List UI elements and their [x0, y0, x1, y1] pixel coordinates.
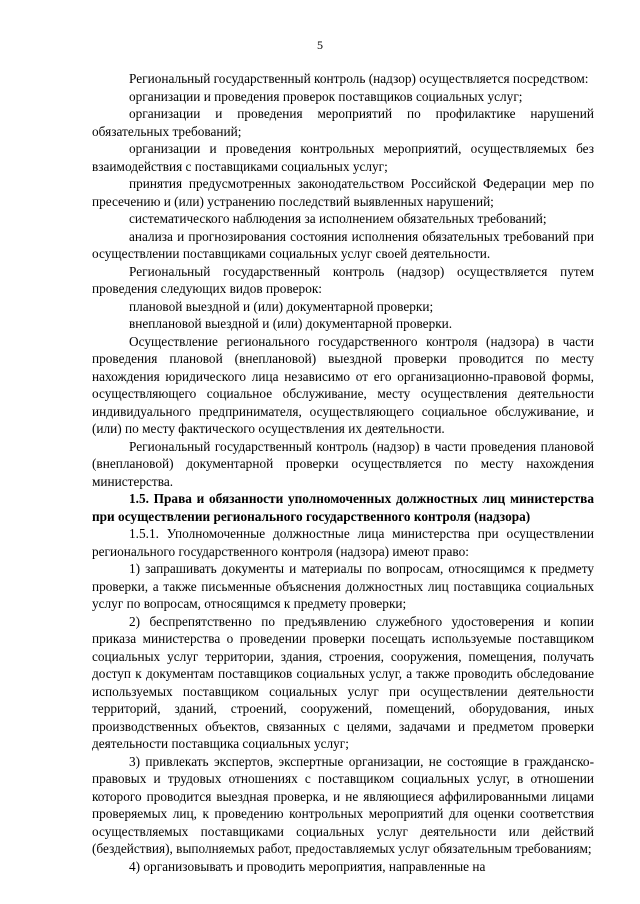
section-heading: 1.5. Права и обязанности уполномоченных должностных лиц министерства при осуществлении регионального государственного контроля (надзора)	[92, 491, 594, 524]
paragraph-right-item: 2) беспрепятственно по предъявлению служебного удостоверения и копии приказа министерства о проведении проверки посещать используемые поставщиком социальных услуг территории, здания, строения, сооружения, помещения, получать доступ к документам поставщиков социальных услуг, а также проводить обследование используемых поставщиком социальных услуг при осуществлении деятельности территорий, зданий, строений, сооружений, помещений, оборудования, иных производственных объектов, связанных с целями, задачами и предметом проверки деятельности поставщика социальных услуг;	[92, 613, 594, 751]
paragraph-list-item: организации и проведения контрольных мероприятий, осуществляемых без взаимодействия с поставщиками социальных услуг;	[92, 141, 594, 174]
paragraph-list-item: организации и проведения проверок поставщиков социальных услуг;	[129, 88, 523, 104]
paragraph-inspection-types-intro: Региональный государственный контроль (надзор) осуществляется путем проведения следующих видов проверок:	[92, 263, 594, 296]
paragraph-documentary-inspection-location: Региональный государственный контроль (надзор) в части проведения плановой (внеплановой) документарной проверки осуществляется по месту нахождения министерства.	[92, 438, 594, 489]
paragraph-list-item: организации и проведения мероприятий по профилактике нарушений обязательных требований;	[92, 106, 594, 139]
paragraph-list-item: систематического наблюдения за исполнением обязательных требований;	[129, 211, 547, 226]
paragraph-right-item: 3) привлекать экспертов, экспертные организации, не состоящие в гражданско-правовых и трудовых отношениях с поставщиком социальных услуг, в отношении которого проводится выездная проверка, и не являющиеся аффилированными лицами проверяемых лиц, к проведению контрольных мероприятий для оценки соответствия осуществляемых поставщиками социальных услуг деятельности или действий (бездействия), выполняемых работ, предоставляемых услуг обязательным требованиям;	[92, 753, 594, 856]
paragraph-list-item: принятия предусмотренных законодательством Российской Федерации мер по пресечению и (или) устранению последствий выявленных нарушений;	[92, 176, 594, 209]
paragraph-list-item: анализа и прогнозирования состояния исполнения обязательных требований при осуществлении поставщиками социальных услуг своей деятельности.	[92, 228, 594, 261]
page-number: 5	[317, 38, 323, 52]
paragraph-list-item: плановой выездной и (или) документарной проверки;	[129, 298, 434, 314]
paragraph-list-item: внеплановой выездной и (или) документарной проверки.	[129, 316, 453, 331]
paragraph-rights-intro: 1.5.1. Уполномоченные должностные лица министерства при осуществлении регионального государственного контроля (надзора) имеют право:	[92, 526, 594, 559]
document-body	[92, 70, 594, 875]
paragraph-right-item: 4) организовывать и проводить мероприятия, направленные на	[129, 858, 486, 874]
paragraph-control-means-intro: Региональный государственный контроль (надзор) осуществляется посредством:	[129, 71, 589, 86]
paragraph-field-inspection-location: Осуществление регионального государственного контроля (надзора) в части проведения плановой (внеплановой) выездной проверки проводится по месту нахождения юридического лица независимо от его организационно-правовой формы, осуществляющего социальное обслуживание, месту осуществления деятельности индивидуального предпринимателя, осуществляющего социальное обслуживание, и (или) по месту фактического осуществления их деятельности.	[92, 333, 594, 436]
paragraph-right-item: 1) запрашивать документы и материалы по вопросам, относящимся к предмету проверки, а также письменные объяснения должностных лиц поставщика социальных услуг по вопросам, относящимся к предмету проверки;	[92, 561, 594, 611]
